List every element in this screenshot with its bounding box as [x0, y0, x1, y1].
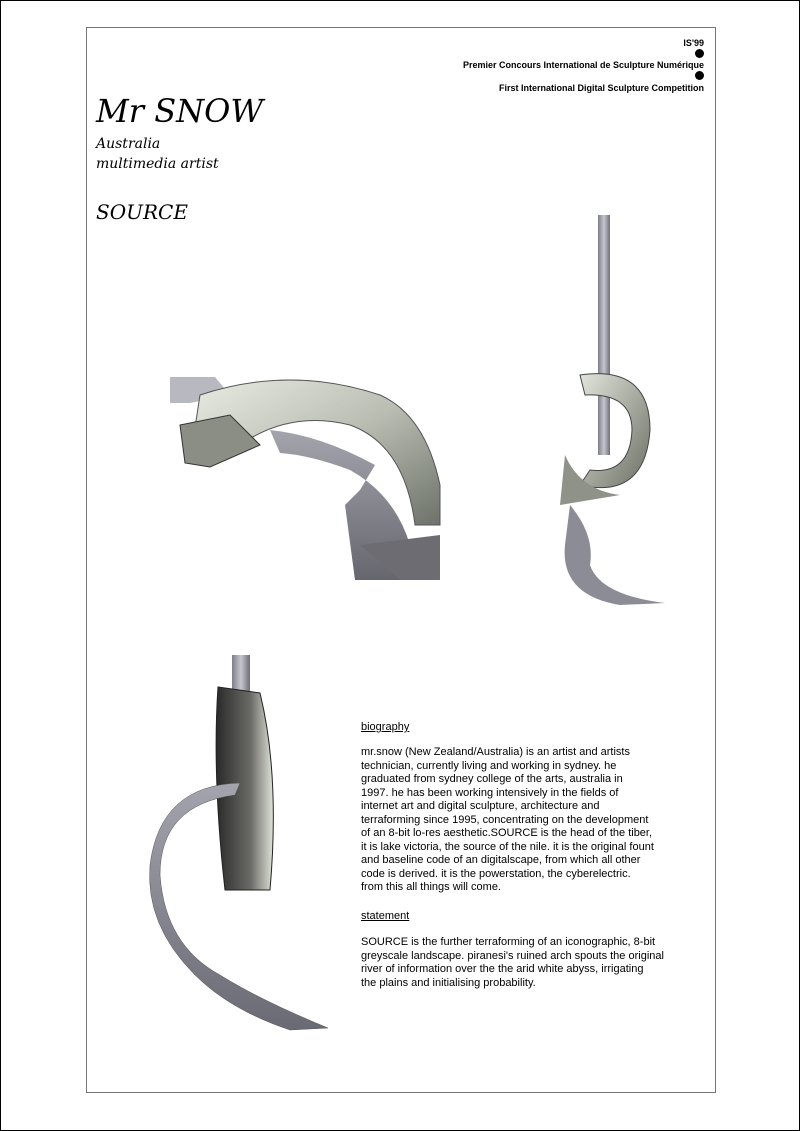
header-competition-fr: Premier Concours International de Sculpture Numérique: [462, 60, 704, 70]
statement-line: the plains and initialising probability.: [361, 976, 536, 989]
biography-line: of an 8-bit lo-res aesthetic.SOURCE is the head of the tiber,: [361, 827, 653, 839]
sculpture-side-view-image: [140, 655, 330, 1035]
artist-role: multimedia artist: [96, 156, 219, 172]
biography-line: terraforming since 1995, concentrating on the development: [361, 813, 649, 826]
biography-line: 1997. he has been working intensively in the fields of: [361, 786, 619, 799]
statement-line: greyscale landscape. piranesi's ruined arch spouts the original: [361, 949, 664, 962]
biography-line: code is derived. it is the powerstation, the cyberelectric.: [361, 867, 631, 880]
biography-heading: biography: [361, 721, 410, 733]
biography-line: internet art and digital sculpture, architecture and: [361, 800, 600, 812]
biography-line: and baseline code of an digitalscape, from which all other: [361, 854, 641, 866]
biography-line: from this all things will come.: [361, 881, 501, 893]
work-title: SOURCE: [96, 200, 188, 224]
biography-line: technician, currently living and working in sydney. he: [361, 759, 617, 772]
artist-name: Mr SNOW: [96, 92, 264, 130]
biography-line: mr.snow (New Zealand/Australia) is an artist and artists: [361, 746, 630, 758]
statement-line: river of information over the the arid white abyss, irrigating: [361, 963, 644, 975]
bullet-dot-icon: [695, 49, 704, 58]
biography-line: it is lake victoria, the source of the nile. it is the original fount: [361, 840, 654, 853]
artist-country: Australia: [96, 136, 161, 152]
sculpture-detail-image: [170, 375, 440, 580]
bullet-dot-icon: [695, 71, 704, 80]
statement-heading: statement: [361, 910, 410, 922]
header-code: IS'99: [683, 38, 704, 48]
sculpture-full-view-image: [540, 215, 670, 605]
biography-text: [361, 746, 706, 895]
statement-line: SOURCE is the further terraforming of an iconographic, 8-bit: [361, 936, 656, 948]
header-competition-en: First International Digital Sculpture Competition: [498, 83, 704, 93]
biography-line: graduated from sydney college of the arts, australia in: [361, 773, 623, 785]
statement-text: [361, 936, 706, 990]
